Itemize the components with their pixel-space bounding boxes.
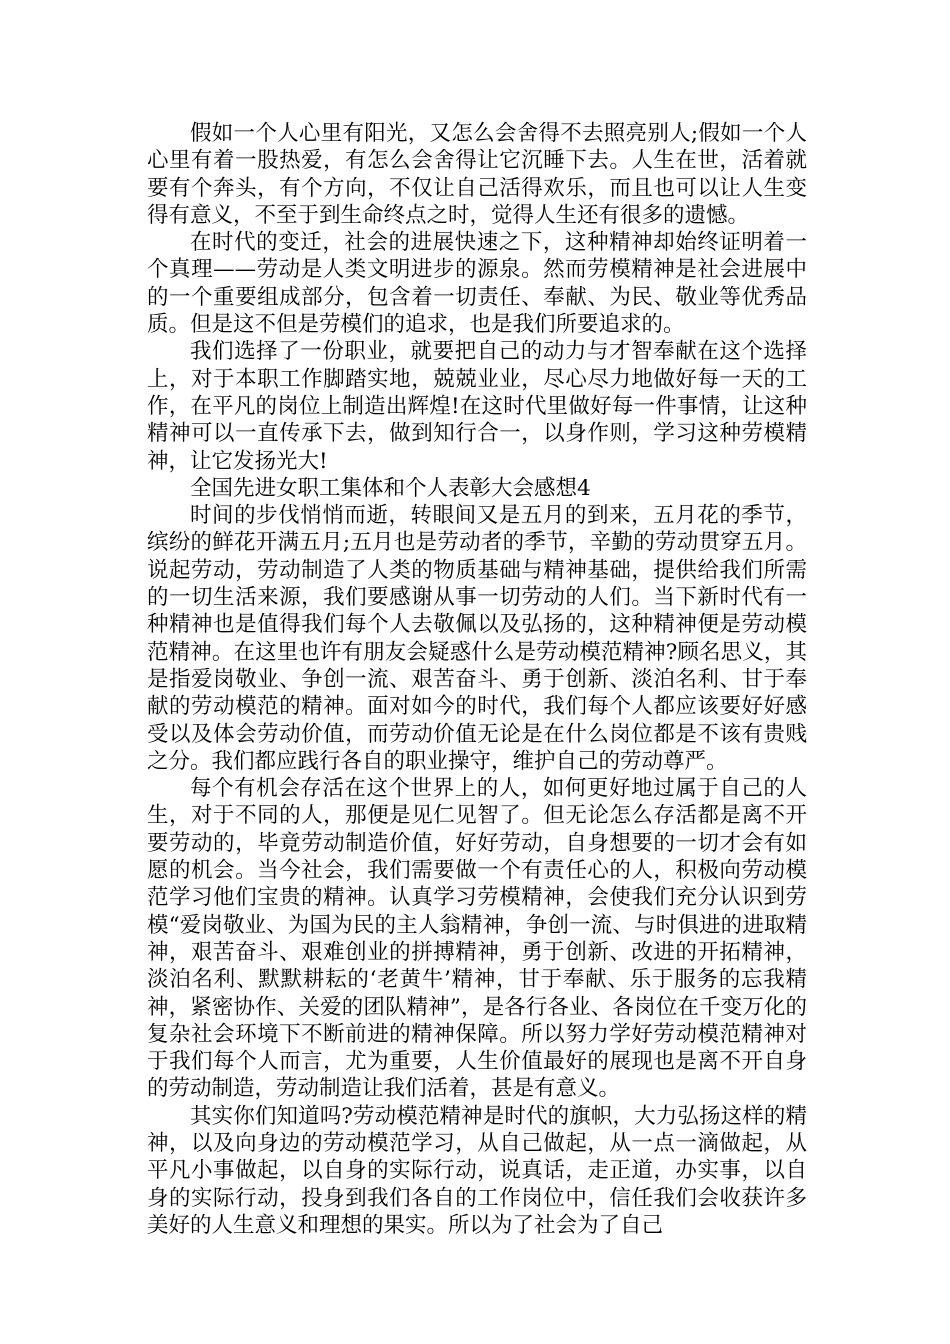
paragraph-everyone-life: 每个有机会存活在这个世界上的人，如何更好地过属于自己的人生，对于不同的人，那便是见仁见智了。但无论怎么存活都是离不开要劳动的，毕竟劳动制造价值，好好劳动，自身想要的一切才会有如愿的机会。当今社会，我们需要做一个有责任心的人，积极向劳动模范学习他们宝贵的精神。认真学习劳模精神，会使我们充分认识到劳模“爱岗敬业、为国为民的主人翁精神，争创一流、与时俱进的进取精神，艰苦奋斗、艰难创业的拼搏精神，勇于创新、改进的开拓精神，淡泊名利、默默耕耘的‘老黄牛’精神，甘于奉献、乐于服务的忘我精神，紧密协作、关爱的团队精神”，是各行各业、各岗位在千变万化的复杂社会环境下不断前进的精神保障。所以努力学好劳动模范精神对于我们每个人而言，尤为重要，人生价值最好的展现也是离不开自身的劳动制造，劳动制造让我们活着，甚是有意义。 [147, 776, 807, 1102]
paragraph-may-labor: 时间的步伐悄悄而逝，转眼间又是五月的到来，五月花的季节，缤纷的鲜花开满五月;五月也是劳动者的季节，辛勤的劳动贯穿五月。说起劳动，劳动制造了人类的物质基础与精神基础，提供给我们所需的一切生活来源，我们要感谢从事一切劳动的人们。当下新时代有一种精神也是值得我们每个人去敬佩以及弘扬的，这种精神便是劳动模范精神。在这里也许有朋友会疑惑什么是劳动模范精神?顾名思义，其是指爱岗敬业、争创一流、艰苦奋斗、勇于创新、淡泊名利、甘于奉献的劳动模范的精神。面对如今的时代，我们每个人都应该要好好感受以及体会劳动价值，而劳动价值无论是在什么岗位都是不该有贵贱之分。我们都应践行各自的职业操守，维护自己的劳动尊严。 [147, 503, 807, 774]
paragraph-career-choice: 我们选择了一份职业，就要把自己的动力与才智奉献在这个选择上，对于本职工作脚踏实地，兢兢业业，尽心尽力地做好每一天的工作，在平凡的岗位上制造出辉煌!在这时代里做好每一件事情，让这种精神可以一直传承下去，做到知行合一，以身作则，学习这种劳模精神，让它发扬光大! [147, 339, 807, 474]
paragraph-sunshine: 假如一个人心里有阳光，又怎么会舍得不去照亮别人;假如一个人心里有着一股热爱，有怎么会舍得让它沉睡下去。人生在世，活着就要有个奔头，有个方向，不仅让自己活得欢乐，而且也可以让人生变得有意义，不至于到生命终点之时，觉得人生还有很多的遗憾。 [147, 121, 807, 228]
paragraph-banner-of-era: 其实你们知道吗?劳动模范精神是时代的旗帜，大力弘扬这样的精神，以及向身边的劳动模范学习，从自己做起，从一点一滴做起，从平凡小事做起，以自身的实际行动，说真话，走正道，办实事，以自身的实际行动，投身到我们各自的工作岗位中，信任我们会收获许多美好的人生意义和理想的果实。所以为了社会为了自己 [147, 1103, 807, 1238]
section-heading: 全国先进女职工集体和个人表彰大会感想4 [190, 475, 591, 501]
paragraph-era-change: 在时代的变迁，社会的进展快速之下，这种精神却始终证明着一个真理——劳动是人类文明进步的源泉。然而劳模精神是社会进展中的一个重要组成部分，包含着一切责任、奉献、为民、敬业等优秀品质。但是这不但是劳模们的追求，也是我们所要追求的。 [147, 230, 807, 338]
document-body [147, 120, 807, 1239]
